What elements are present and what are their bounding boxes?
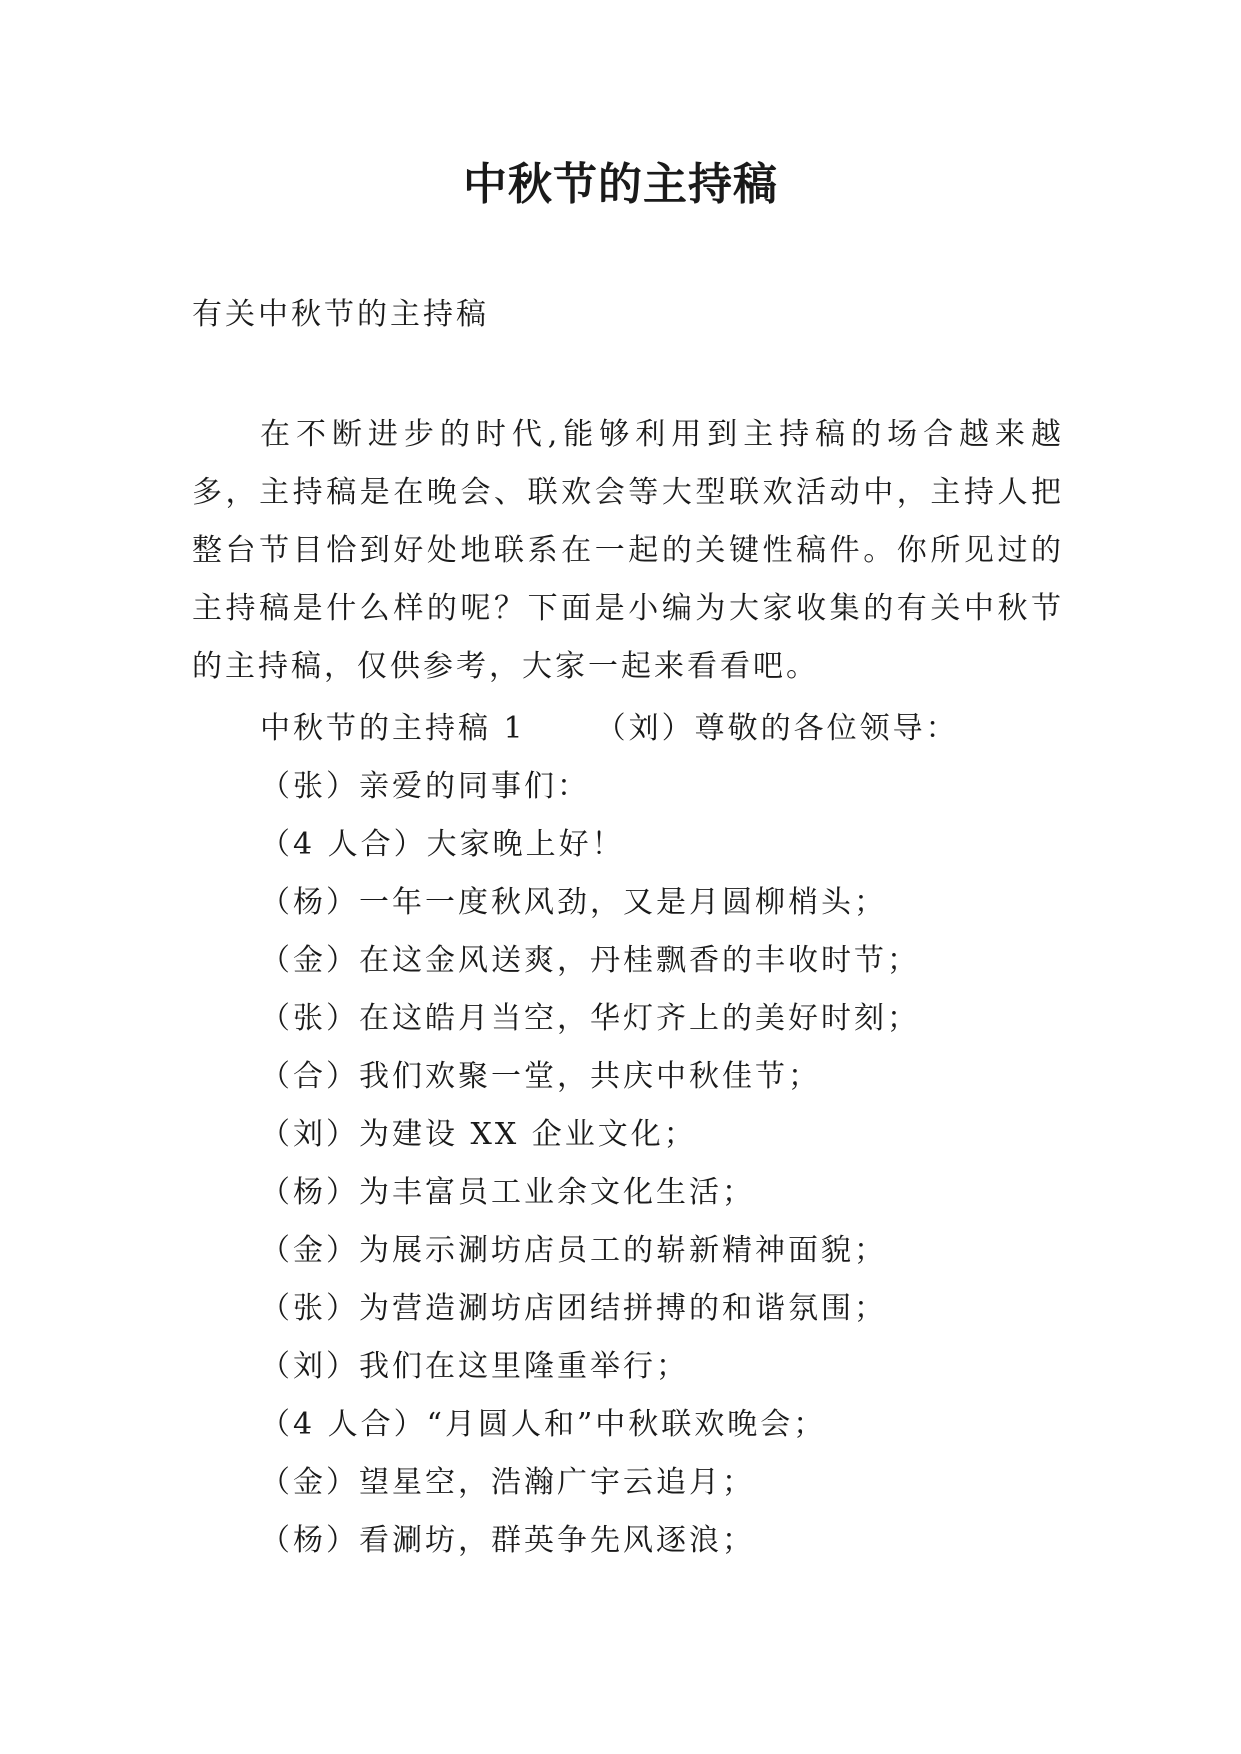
script-line: （金）在这金风送爽，丹桂飘香的丰收时节； [260, 943, 920, 978]
script-line: （金）望星空，浩瀚广宇云追月； [260, 1465, 755, 1500]
script-line: （金）为展示涮坊店员工的崭新精神面貌； [260, 1233, 887, 1268]
script-line: （张）为营造涮坊店团结拼搏的和谐氛围； [260, 1291, 887, 1326]
host-script [260, 700, 1080, 1570]
document-title: 中秋节的主持稿 [463, 159, 778, 210]
script-line: （刘）我们在这里隆重举行； [260, 1349, 689, 1384]
script-line: （4 人合）“月圆人和”中秋联欢晚会； [260, 1407, 827, 1442]
intro-paragraph: 在不断进步的时代,能够利用到主持稿的场合越来越多，主持稿是在晚会、联欢会等大型联欢活动中，主持人把整台节目恰到好处地联系在一起的关键性稿件。你所见过的主持稿是什么样的呢？下面是小编为大家收集的有关中秋节的主持稿，仅供参考，大家一起来看看吧。 [192, 417, 1064, 684]
script-line: （杨）为丰富员工业余文化生活； [260, 1175, 755, 1210]
document-subtitle: 有关中秋节的主持稿 [192, 297, 489, 332]
script-line: （杨）看涮坊，群英争先风逐浪； [260, 1523, 755, 1558]
script-line: （张）亲爱的同事们： [260, 769, 590, 804]
script-line: （4 人合）大家晚上好！ [260, 827, 625, 862]
script-line: （张）在这皓月当空，华灯齐上的美好时刻； [260, 1001, 920, 1036]
script-line: （杨）一年一度秋风劲，又是月圆柳梢头； [260, 885, 887, 920]
script-heading-line [260, 700, 1080, 758]
script-line: （刘）为建设 XX 企业文化； [260, 1117, 697, 1152]
section-heading: 中秋节的主持稿 1 [260, 711, 526, 746]
script-line-first: （刘）尊敬的各位领导： [595, 711, 959, 746]
script-line: （合）我们欢聚一堂，共庆中秋佳节； [260, 1059, 821, 1094]
